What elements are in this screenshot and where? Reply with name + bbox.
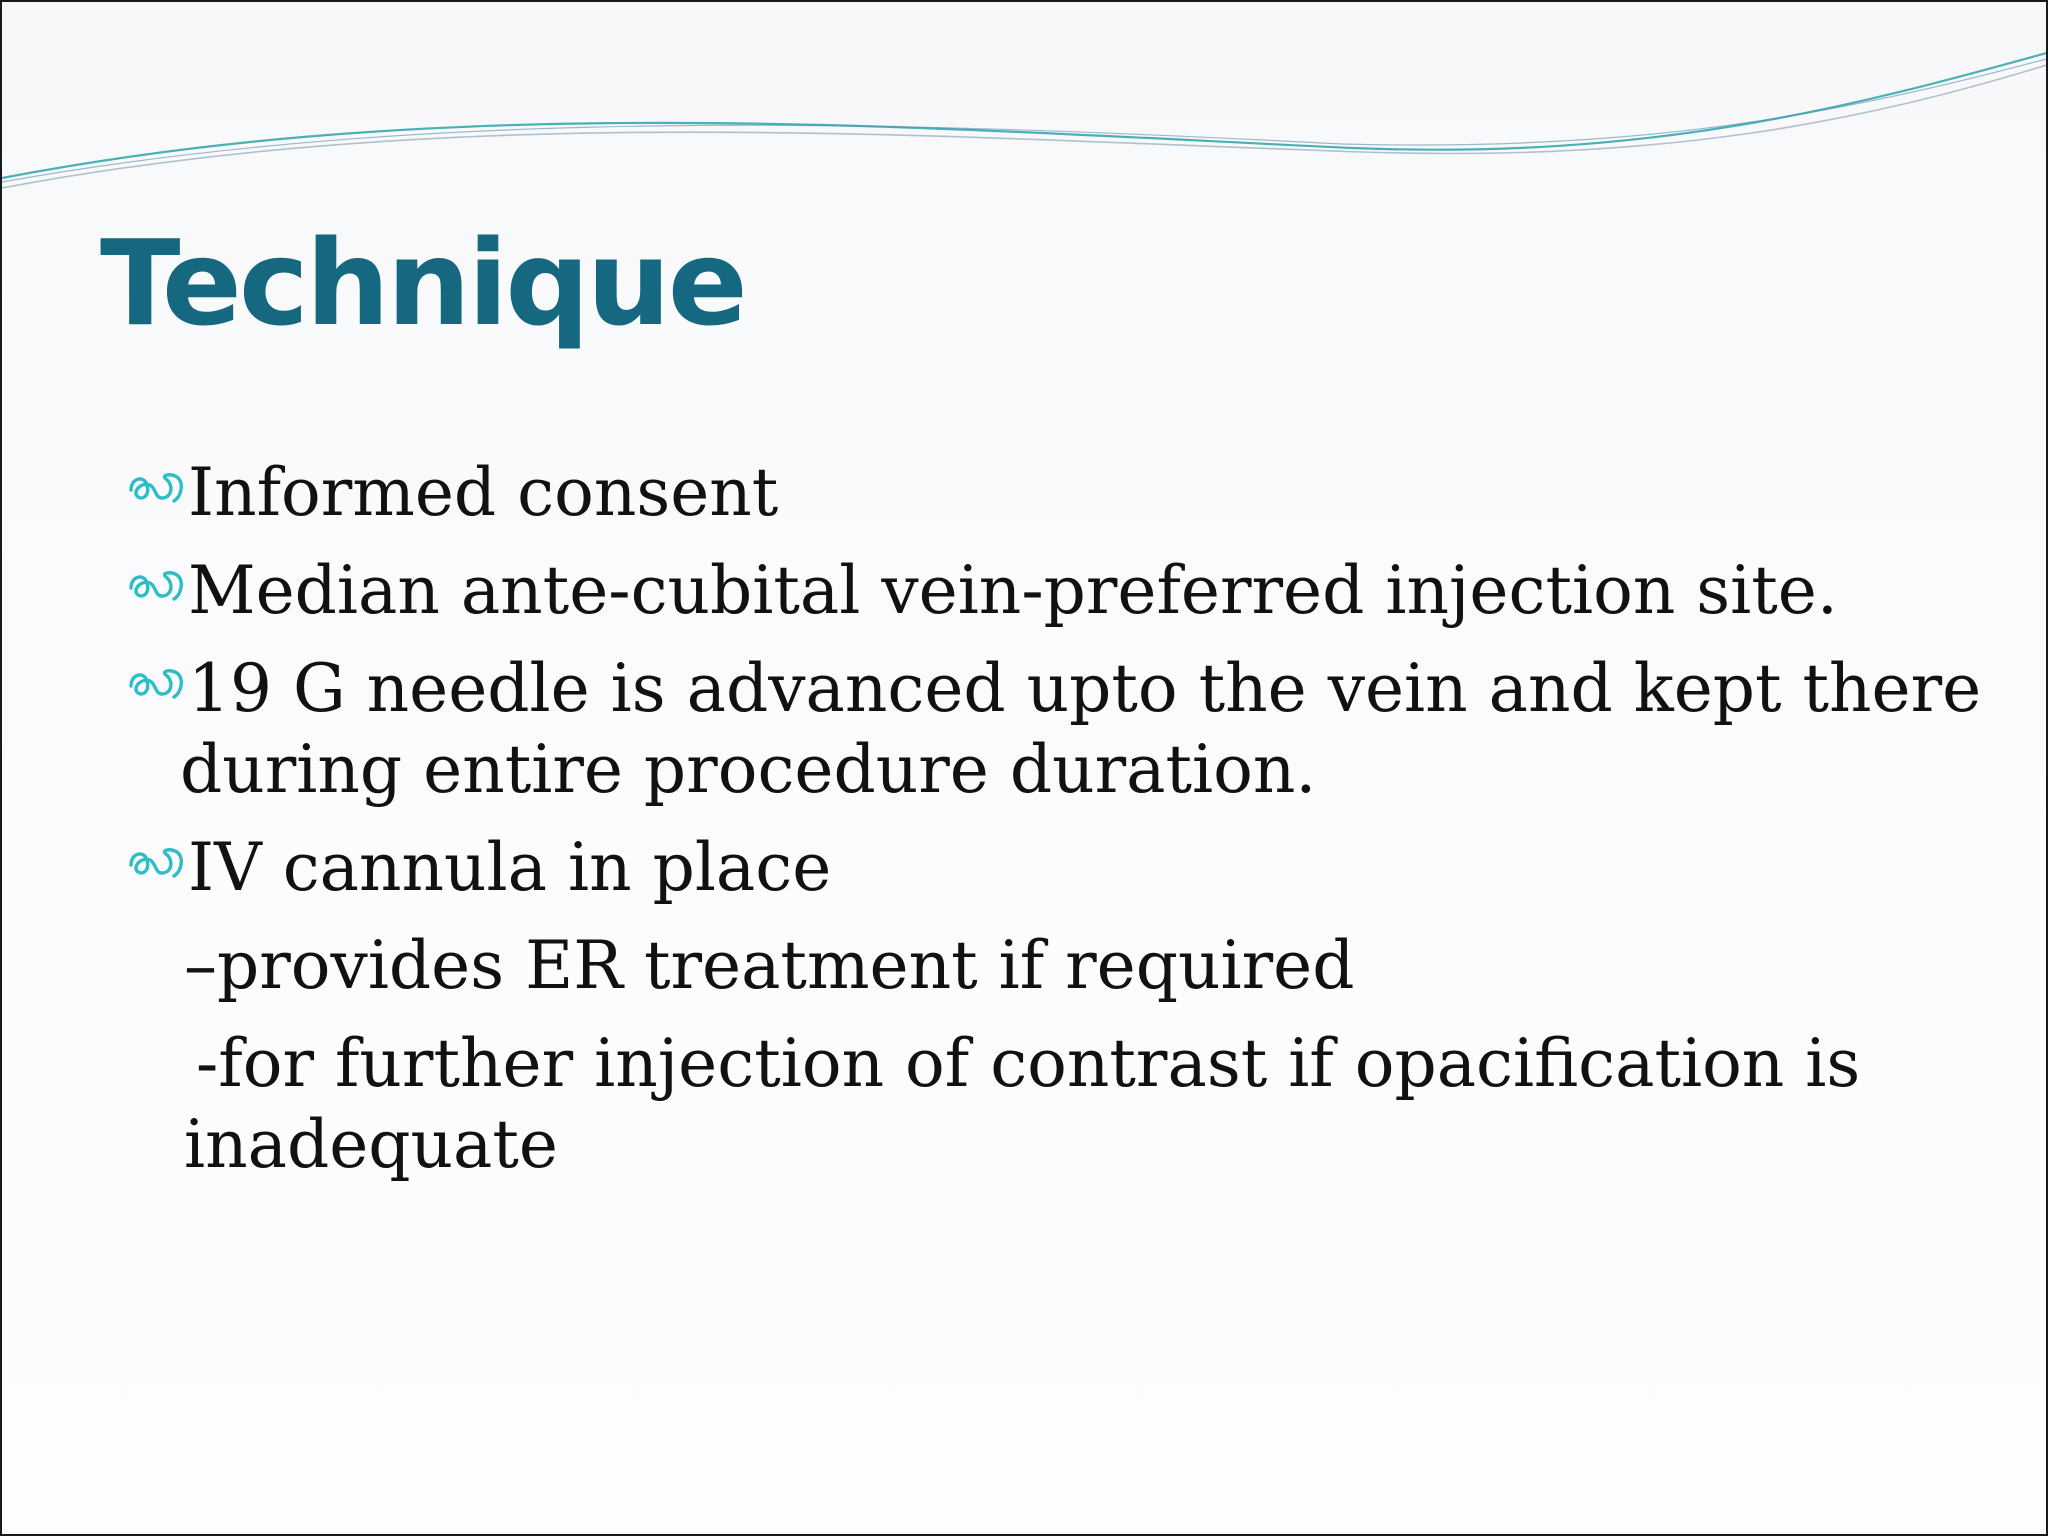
slide-title: Technique	[100, 214, 745, 352]
curl-bullet-icon	[128, 568, 186, 604]
wave-line-2	[2, 64, 2048, 188]
curl-bullet-icon	[128, 470, 186, 506]
bullet-text: 19 G needle is advanced upto the vein and kept there	[188, 650, 1982, 727]
curl-bullet-icon	[128, 666, 186, 702]
bullet-item	[128, 550, 1988, 631]
sub-item	[128, 1023, 1988, 1185]
wave-line-1	[2, 52, 2048, 178]
sub-item-text-continuation: inadequate	[184, 1106, 558, 1183]
bullet-text: IV cannula in place	[188, 829, 832, 906]
sub-item-text: –provides ER treatment if required	[184, 927, 1355, 1004]
bullet-list	[128, 452, 1988, 1202]
bullet-item	[128, 648, 1988, 810]
decorative-wave	[2, 2, 2048, 202]
sub-item-text: -for further injection of contrast if opacification is	[196, 1025, 1861, 1102]
bullet-text: Informed consent	[188, 454, 779, 531]
bullet-text-continuation: during entire procedure duration.	[180, 731, 1317, 808]
bullet-text: Median ante-cubital vein-preferred injection site.	[188, 552, 1838, 629]
wave-line-3	[2, 58, 2048, 182]
bullet-item	[128, 827, 1988, 908]
sub-item	[128, 925, 1988, 1006]
bullet-item	[128, 452, 1988, 533]
curl-bullet-icon	[128, 845, 186, 881]
